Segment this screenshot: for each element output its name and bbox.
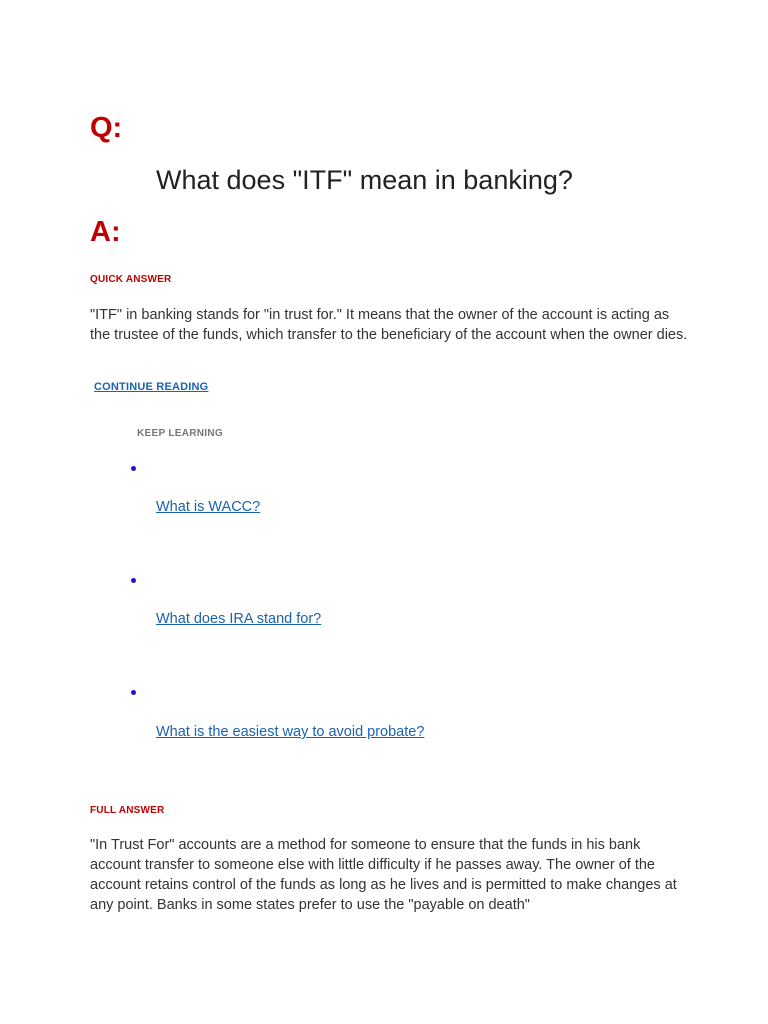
answer-label: A: — [90, 216, 121, 248]
full-answer-text: "In Trust For" accounts are a method for someone to ensure that the funds in his bank account transfer to someone else with little difficulty if he passes away. The owner of the account retains control of the funds as long as he lives and is permitted to make changes at any point. Banks in some states prefer to use the "payable on death" — [90, 837, 677, 913]
related-link-probate[interactable]: What is the easiest way to avoid probate? — [156, 724, 425, 740]
quick-answer-text: "ITF" in banking stands for "in trust for." It means that the owner of the account is acting as the trustee of the funds, which transfer to the beneficiary of the account when the owner dies. — [90, 307, 688, 343]
full-answer-heading: FULL ANSWER — [90, 805, 165, 816]
bullet-icon — [131, 466, 136, 471]
question-label: Q: — [90, 112, 123, 144]
bullet-icon — [131, 690, 136, 695]
question-title: What does "ITF" mean in banking? — [156, 165, 573, 195]
continue-reading-link[interactable]: CONTINUE READING — [94, 381, 209, 393]
bullet-icon — [131, 578, 136, 583]
quick-answer-heading: QUICK ANSWER — [90, 274, 172, 285]
keep-learning-heading: KEEP LEARNING — [137, 428, 223, 439]
related-link-ira[interactable]: What does IRA stand for? — [156, 611, 322, 627]
related-link-wacc[interactable]: What is WACC? — [156, 499, 261, 515]
